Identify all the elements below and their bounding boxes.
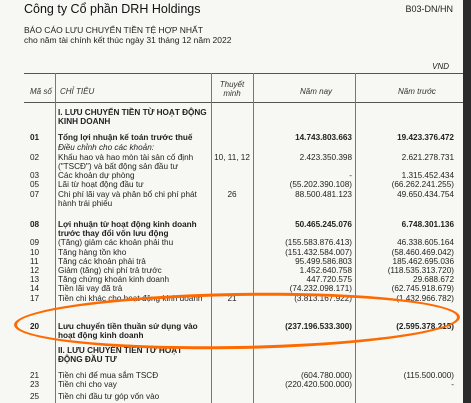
header-item: CHỈ TIÊU [60, 87, 95, 96]
column-divider [253, 73, 254, 403]
cell-previous: 29.688.672 [413, 275, 454, 284]
cell-label: Tiền chi đầu tư góp vốn vào [58, 392, 160, 401]
cell-current: 2.423.350.398 [299, 153, 352, 162]
cell-current: (155.583.876.413) [285, 238, 352, 247]
cell-previous: (115.500.000) [403, 371, 454, 380]
cell-previous: (118.535.313.720) [387, 266, 454, 275]
cell-note: 26 [227, 190, 237, 199]
cell-code: 02 [30, 153, 40, 162]
cell-current: 1.452.640.758 [299, 266, 352, 275]
cell-previous: 19.423.376.472 [397, 133, 454, 142]
currency-unit: VND [432, 62, 449, 71]
cell-current: (220.420.500.000) [285, 380, 352, 389]
cell-label: Tiền chi để mua sắm TSCĐ [58, 371, 159, 380]
column-divider [355, 73, 356, 403]
screen-edge [463, 0, 471, 403]
cell-label: (Tăng) giảm các khoản phải thu [58, 238, 174, 247]
cell-code: 21 [30, 371, 40, 380]
cell-label: Tiền chi khác cho hoạt động kinh doanh [58, 294, 203, 303]
header-code: Mã số [30, 87, 52, 96]
cell-previous: (2.595.378.215) [396, 322, 454, 331]
cell-label: Tiền chi cho vay [58, 380, 117, 389]
cell-current: 88.500.481.123 [295, 190, 352, 199]
cell-label: Tăng hàng tồn kho [58, 248, 127, 257]
column-divider [55, 73, 56, 403]
cell-current: (151.432.584.007) [285, 248, 352, 257]
cell-current: 447.720.575 [306, 275, 352, 284]
cell-current: (237.196.533.300) [285, 322, 352, 331]
cell-current: 50.465.245.076 [295, 220, 352, 229]
cell-code: 07 [30, 190, 40, 199]
cell-code: 13 [30, 275, 40, 284]
cell-previous: 185.462.695.036 [392, 257, 454, 266]
cell-previous: - [451, 380, 454, 389]
cell-label: Tăng chứng khoán kinh doanh [58, 275, 170, 284]
cell-previous: 49.650.434.754 [397, 190, 454, 199]
cell-previous: (58.460.469.042) [391, 248, 454, 257]
cell-label: Lợi nhuận từ hoạt động kinh doanh trước thay đổi vốn lưu động [58, 220, 197, 239]
cell-label: Chi phí lãi vay và phân bổ chi phí phát hành trái phiếu [58, 190, 197, 209]
cell-label: I. LƯU CHUYỂN TIỀN TỪ HOẠT ĐỘNG KINH DOANH [58, 108, 207, 127]
cell-label: Các khoản dự phòng [58, 171, 135, 180]
cell-current: 95.499.586.803 [295, 257, 352, 266]
cell-label: II. LƯU CHUYỂN TIỀN TỪ HOẠT ĐỘNG ĐẦU TƯ [58, 346, 183, 365]
cell-previous: 46.338.605.164 [397, 238, 454, 247]
cell-code: 08 [30, 220, 40, 229]
cell-code: 10 [30, 248, 40, 257]
report-title: BÁO CÁO LƯU CHUYỂN TIỀN TỆ HỢP NHẤT [24, 25, 203, 35]
cell-previous: 6.748.301.136 [401, 220, 454, 229]
cell-previous: (1.432.966.782) [396, 294, 454, 303]
cell-current: (55.202.390.108) [289, 180, 352, 189]
cell-label: Giảm (tăng) chi phí trả trước [58, 266, 162, 275]
cell-code: 01 [30, 133, 40, 142]
cell-current: (604.780.000) [301, 371, 352, 380]
cell-code: 23 [30, 380, 40, 389]
cell-label: Lãi từ hoạt động đầu tư [58, 180, 144, 189]
cell-label: Điều chỉnh cho các khoản: [58, 143, 155, 152]
cell-label: Tiền lãi vay đã trả [58, 284, 123, 293]
cell-current: - [349, 171, 352, 180]
table-top-border [24, 73, 464, 74]
cell-previous: 2.621.278.731 [401, 153, 454, 162]
column-divider [211, 73, 212, 403]
report-period: cho năm tài chính kết thúc ngày 31 tháng 12 năm 2022 [24, 35, 232, 45]
cell-note: 10, 11, 12 [214, 153, 250, 162]
cell-code: 11 [30, 257, 39, 266]
cell-label: Tổng lợi nhuận kế toán trước thuế [58, 133, 193, 142]
cell-code: 09 [30, 238, 40, 247]
cell-previous: (62.745.918.679) [391, 284, 454, 293]
cell-code: 03 [30, 171, 40, 180]
cell-previous: 1.315.452.434 [401, 171, 454, 180]
form-code: B03-DN/HN [405, 4, 453, 14]
cell-current: (3.813.167.922) [294, 294, 352, 303]
company-name: Công ty Cổ phần DRH Holdings [24, 2, 201, 16]
cell-label: Tăng các khoản phải trả [58, 257, 146, 266]
cell-current: 14.743.803.663 [295, 133, 352, 142]
cell-code: 14 [30, 284, 40, 293]
cell-code: 17 [30, 294, 40, 303]
cell-label: Lưu chuyển tiền thuần sử dụng vào hoạt động kinh doanh [58, 322, 198, 341]
cell-previous: (66.262.241.255) [391, 180, 454, 189]
header-note: Thuyết minh [219, 80, 245, 98]
cell-code: 05 [30, 180, 40, 189]
header-current-year: Năm nay [300, 87, 333, 96]
cell-current: (74.232.098.171) [289, 284, 352, 293]
cell-code: 12 [30, 266, 40, 275]
cell-label: Khấu hao và hao mòn tài sản cố định ("TSCĐ") và bất động sản đầu tư [58, 153, 194, 172]
cell-code: 20 [30, 322, 40, 331]
header-previous-year: Năm trước [398, 87, 436, 96]
cell-code: 25 [30, 392, 40, 401]
table-header-border [24, 102, 464, 103]
cell-note: 21 [227, 294, 237, 303]
